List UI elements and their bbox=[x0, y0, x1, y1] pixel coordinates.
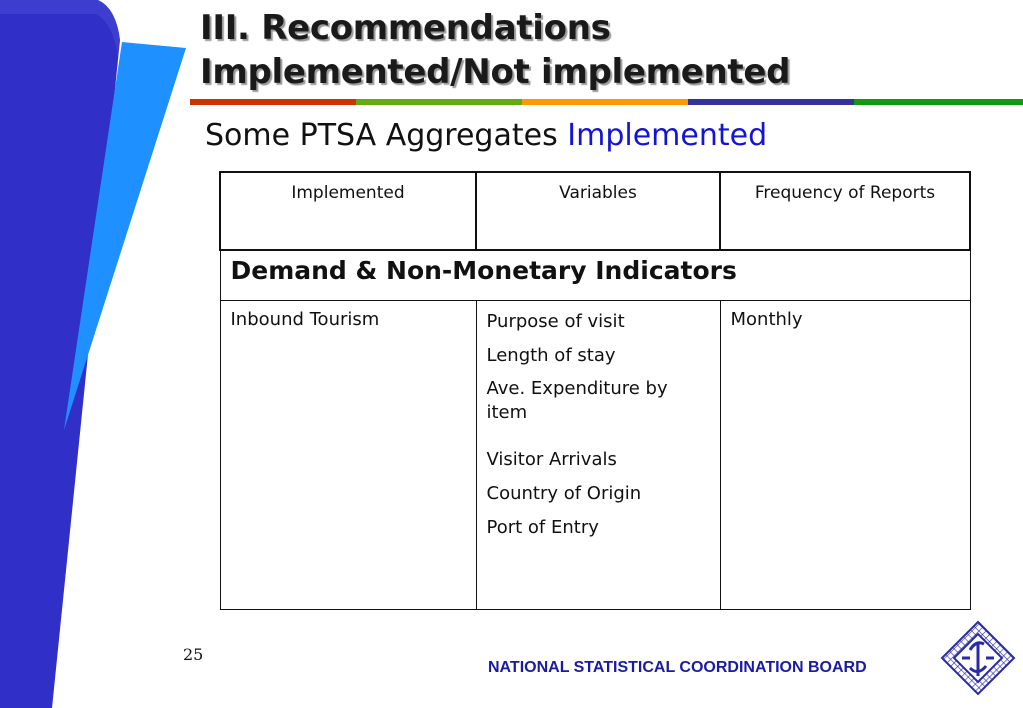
subtitle-prefix: Some PTSA Aggregates bbox=[205, 118, 558, 153]
frequency-cell: Monthly bbox=[720, 301, 970, 610]
list-item: Country of Origin bbox=[486, 483, 642, 504]
aggregate-cell: Inbound Tourism bbox=[220, 301, 476, 610]
subtitle-accent: Implemented bbox=[567, 118, 768, 153]
slide-title bbox=[200, 6, 790, 94]
list-item: Length of stay bbox=[486, 345, 616, 366]
list-item: Purpose of visit bbox=[486, 311, 625, 332]
title-line-2: Implemented/Not implemented bbox=[200, 52, 791, 92]
table-row bbox=[220, 301, 970, 610]
section-row bbox=[220, 250, 970, 301]
variables-cell bbox=[476, 301, 720, 610]
list-item: Ave. Expenditure by item bbox=[486, 378, 668, 423]
header-implemented: Implemented bbox=[220, 172, 476, 250]
aggregates-table bbox=[219, 171, 971, 610]
left-decorative-band bbox=[0, 0, 200, 708]
variables-list bbox=[487, 309, 710, 541]
header-frequency: Frequency of Reports bbox=[720, 172, 970, 250]
list-item: Port of Entry bbox=[486, 517, 599, 538]
slide-subtitle bbox=[205, 118, 767, 153]
nscb-diamond-logo-icon bbox=[940, 620, 1016, 696]
title-line-1: III. Recommendations bbox=[200, 8, 611, 48]
organization-name: NATIONAL STATISTICAL COORDINATION BOARD bbox=[488, 659, 867, 676]
section-heading: Demand & Non-Monetary Indicators bbox=[220, 250, 970, 301]
table-header-row bbox=[220, 172, 970, 250]
header-variables: Variables bbox=[476, 172, 720, 250]
title-divider bbox=[190, 99, 1023, 105]
list-item: Visitor Arrivals bbox=[486, 449, 617, 470]
page-number: 25 bbox=[183, 645, 204, 664]
